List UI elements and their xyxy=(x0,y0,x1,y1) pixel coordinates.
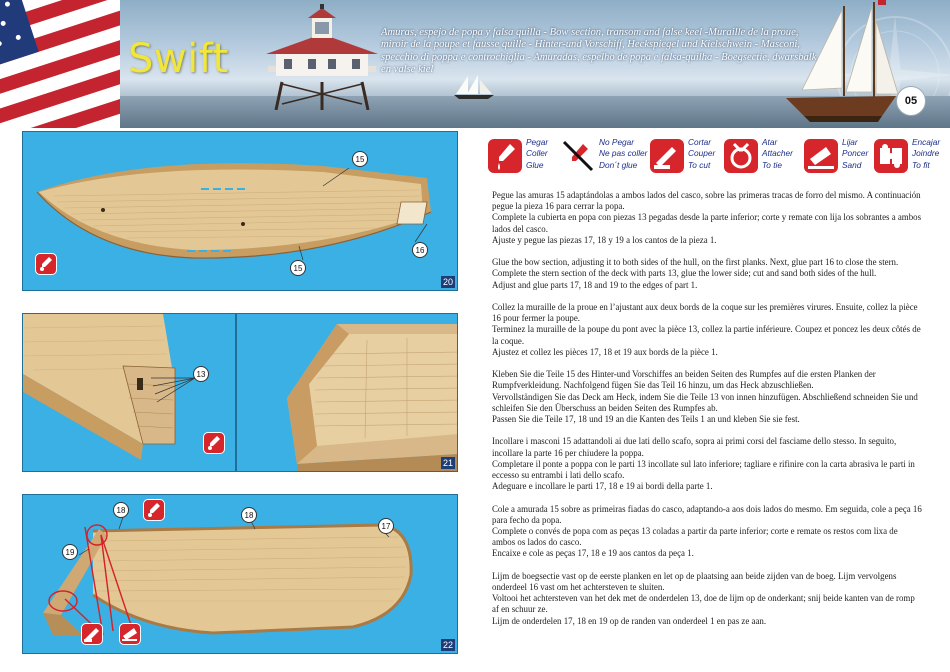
part-callout-15: 15 xyxy=(290,260,306,276)
step-number: 20 xyxy=(442,277,453,287)
panel-step-20 xyxy=(22,131,458,291)
sand-icon xyxy=(119,623,141,645)
lighthouse-image xyxy=(262,4,382,110)
instructions-text xyxy=(492,190,922,638)
part-callout-17: 17 xyxy=(378,518,394,534)
panel-step-22 xyxy=(22,494,458,654)
instructions-dutch: Lijm de boegsectie vast op de eerste planken en let op de plaatsing aan beide zijden van de boeg. Lijm vervolgens onderdeel 16 vast om het achtersteven te sluiten. Voltooi het achtersteven van het dek met de onderdelen 13, doe de lijm op de onderkant; snij beide kanten van de romp af en schuur ze. Lijm de onderdelen 17, 18 en 19 op de randen van onderdeel 1 en pas ze aan. xyxy=(492,570,915,626)
instructions-french: Collez la muraille de la proue en l’ajustant aux deux bords de la coque sur les premières virures. Ensuite, collez la pièce 16 pour fermer la poupe. Terminez la muraille de la poupe du pont avec la pièce 13, collez la partie inférieure. Coupez et poncez les deux côtés de la coque. Ajustez et collez les pièces 17, 18 et 19 aux bords de la pièce 1. xyxy=(492,302,921,357)
page-title: Swift xyxy=(128,36,229,82)
part-callout-16: 16 xyxy=(412,242,428,258)
part-callout-13: 13 xyxy=(193,366,209,382)
tie-icon xyxy=(724,139,758,173)
instructions-spanish: Pegue las amuras 15 adaptándolas a ambos lados del casco, sobre las primeras tracas de forro del mismo. A continuación pegue la pieza 16 para cerrar la popa. Complete la cubierta en popa con piezas 13 pegadas desde la parte inferior; corte y remate con lija los sobrantes a ambos lados del casco. Ajuste y pegue las piezas 17, 18 y 19 a los cantos de la pieza 1. xyxy=(492,190,922,245)
symbol-legend: Pegar Coller Glue No Pegar Ne pas coller Don´t glue Cortar Couper To cut Atar Attacher To tie Lijar Poncer Sand Encajar Joindre To fit xyxy=(488,137,950,179)
glue-icon xyxy=(143,499,165,521)
hull-deck-illustration xyxy=(23,132,458,291)
stern-deck-illustration xyxy=(237,314,458,472)
fit-icon xyxy=(874,139,908,173)
no-glue-icon xyxy=(561,139,595,173)
panel-step-21-right xyxy=(236,313,458,472)
instructions-english: Glue the bow section, adjusting it to both sides of the hull, on the first planks. Next, glue part 16 to close the stern. Complete the stern section of the deck with parts 13, glue the lower side; cut and sand both sides of the hull. Adjust and glue parts 17, 18 and 19 to the edges of part 1. xyxy=(492,257,899,290)
us-flag-image xyxy=(0,0,120,128)
instructions-italian: Incollare i masconi 15 adattandoli ai due lati dello scafo, sopra ai primi corsi del fasciame dello stesso. In seguito, incollare la parte 16 per chiudere la poppa. Completare il ponte a poppa con le parti 13 incollate sul lato inferiore; tagliare e rifinire con la carta abrasiva le parti in eccesso su entrambi i lati dello scafo. Adeguare e incollare le parti 17, 18 e 19 ai bordi della parte 1. xyxy=(492,436,915,492)
header-banner xyxy=(0,0,950,128)
part-callout-15: 15 xyxy=(352,151,368,167)
cut-icon xyxy=(81,623,103,645)
step-number: 21 xyxy=(442,458,453,468)
header-caption: Amuras, espejo de popa y falsa quilla - Bow section, transom and false keel -Muraille de la proue, miroir de la poupe et fausse quille - Hinter-und Vorschiff, Heckspiegel und Kielschwein - Masconi, specchio di poppa e controchiglia - Amuradas, espelho de popa e falsa-quilha - Boegsectie, dwarsbalk en valse kiel xyxy=(381,27,817,76)
part-callout-19: 19 xyxy=(62,544,78,560)
small-schooner-image xyxy=(452,74,496,102)
glue-icon xyxy=(35,253,57,275)
sand-icon xyxy=(804,139,838,173)
part-callout-18: 18 xyxy=(113,502,129,518)
cut-icon xyxy=(650,139,684,173)
page-number: 05 xyxy=(896,86,926,116)
step-number: 22 xyxy=(442,640,453,650)
instructions-german: Kleben Sie die Teile 15 des Hinter-und Vorschiffes an beiden Seiten des Rumpfes auf die ersten Planken der Rumpfverkleidung. Nachfolgend fügen Sie das Teil 16 hinzu, um das Heck abzuschließen. Vervollständigen Sie das Deck am Heck, indem Sie die Teile 13 von innen hinzufügen. Abschließend schneiden Sie und schleifen Sie den Überschuss an beiden Seiten des Rumpfes ab. Passen Sie die Teile 17, 18 und 19 an die Kanten des Teils 1 an und kleben Sie sie fest. xyxy=(492,369,918,425)
instructions-portuguese: Cole a amurada 15 sobre as primeiras fiadas do casco, adaptando-a aos dois lados do mesmo. Em seguida, cole a peça 16 para fecho da popa. Complete o convés de popa com as peças 13 coladas a partir da parte inferior; corte e remate os restos com lixa de ambos os lados do casco. Encaixe e cole as peças 17, 18 e 19 aos cantos da peça 1. xyxy=(492,503,922,559)
panel-step-21-left xyxy=(22,313,236,472)
part-callout-18: 18 xyxy=(241,507,257,523)
glue-icon xyxy=(203,432,225,454)
glue-icon xyxy=(488,139,522,173)
